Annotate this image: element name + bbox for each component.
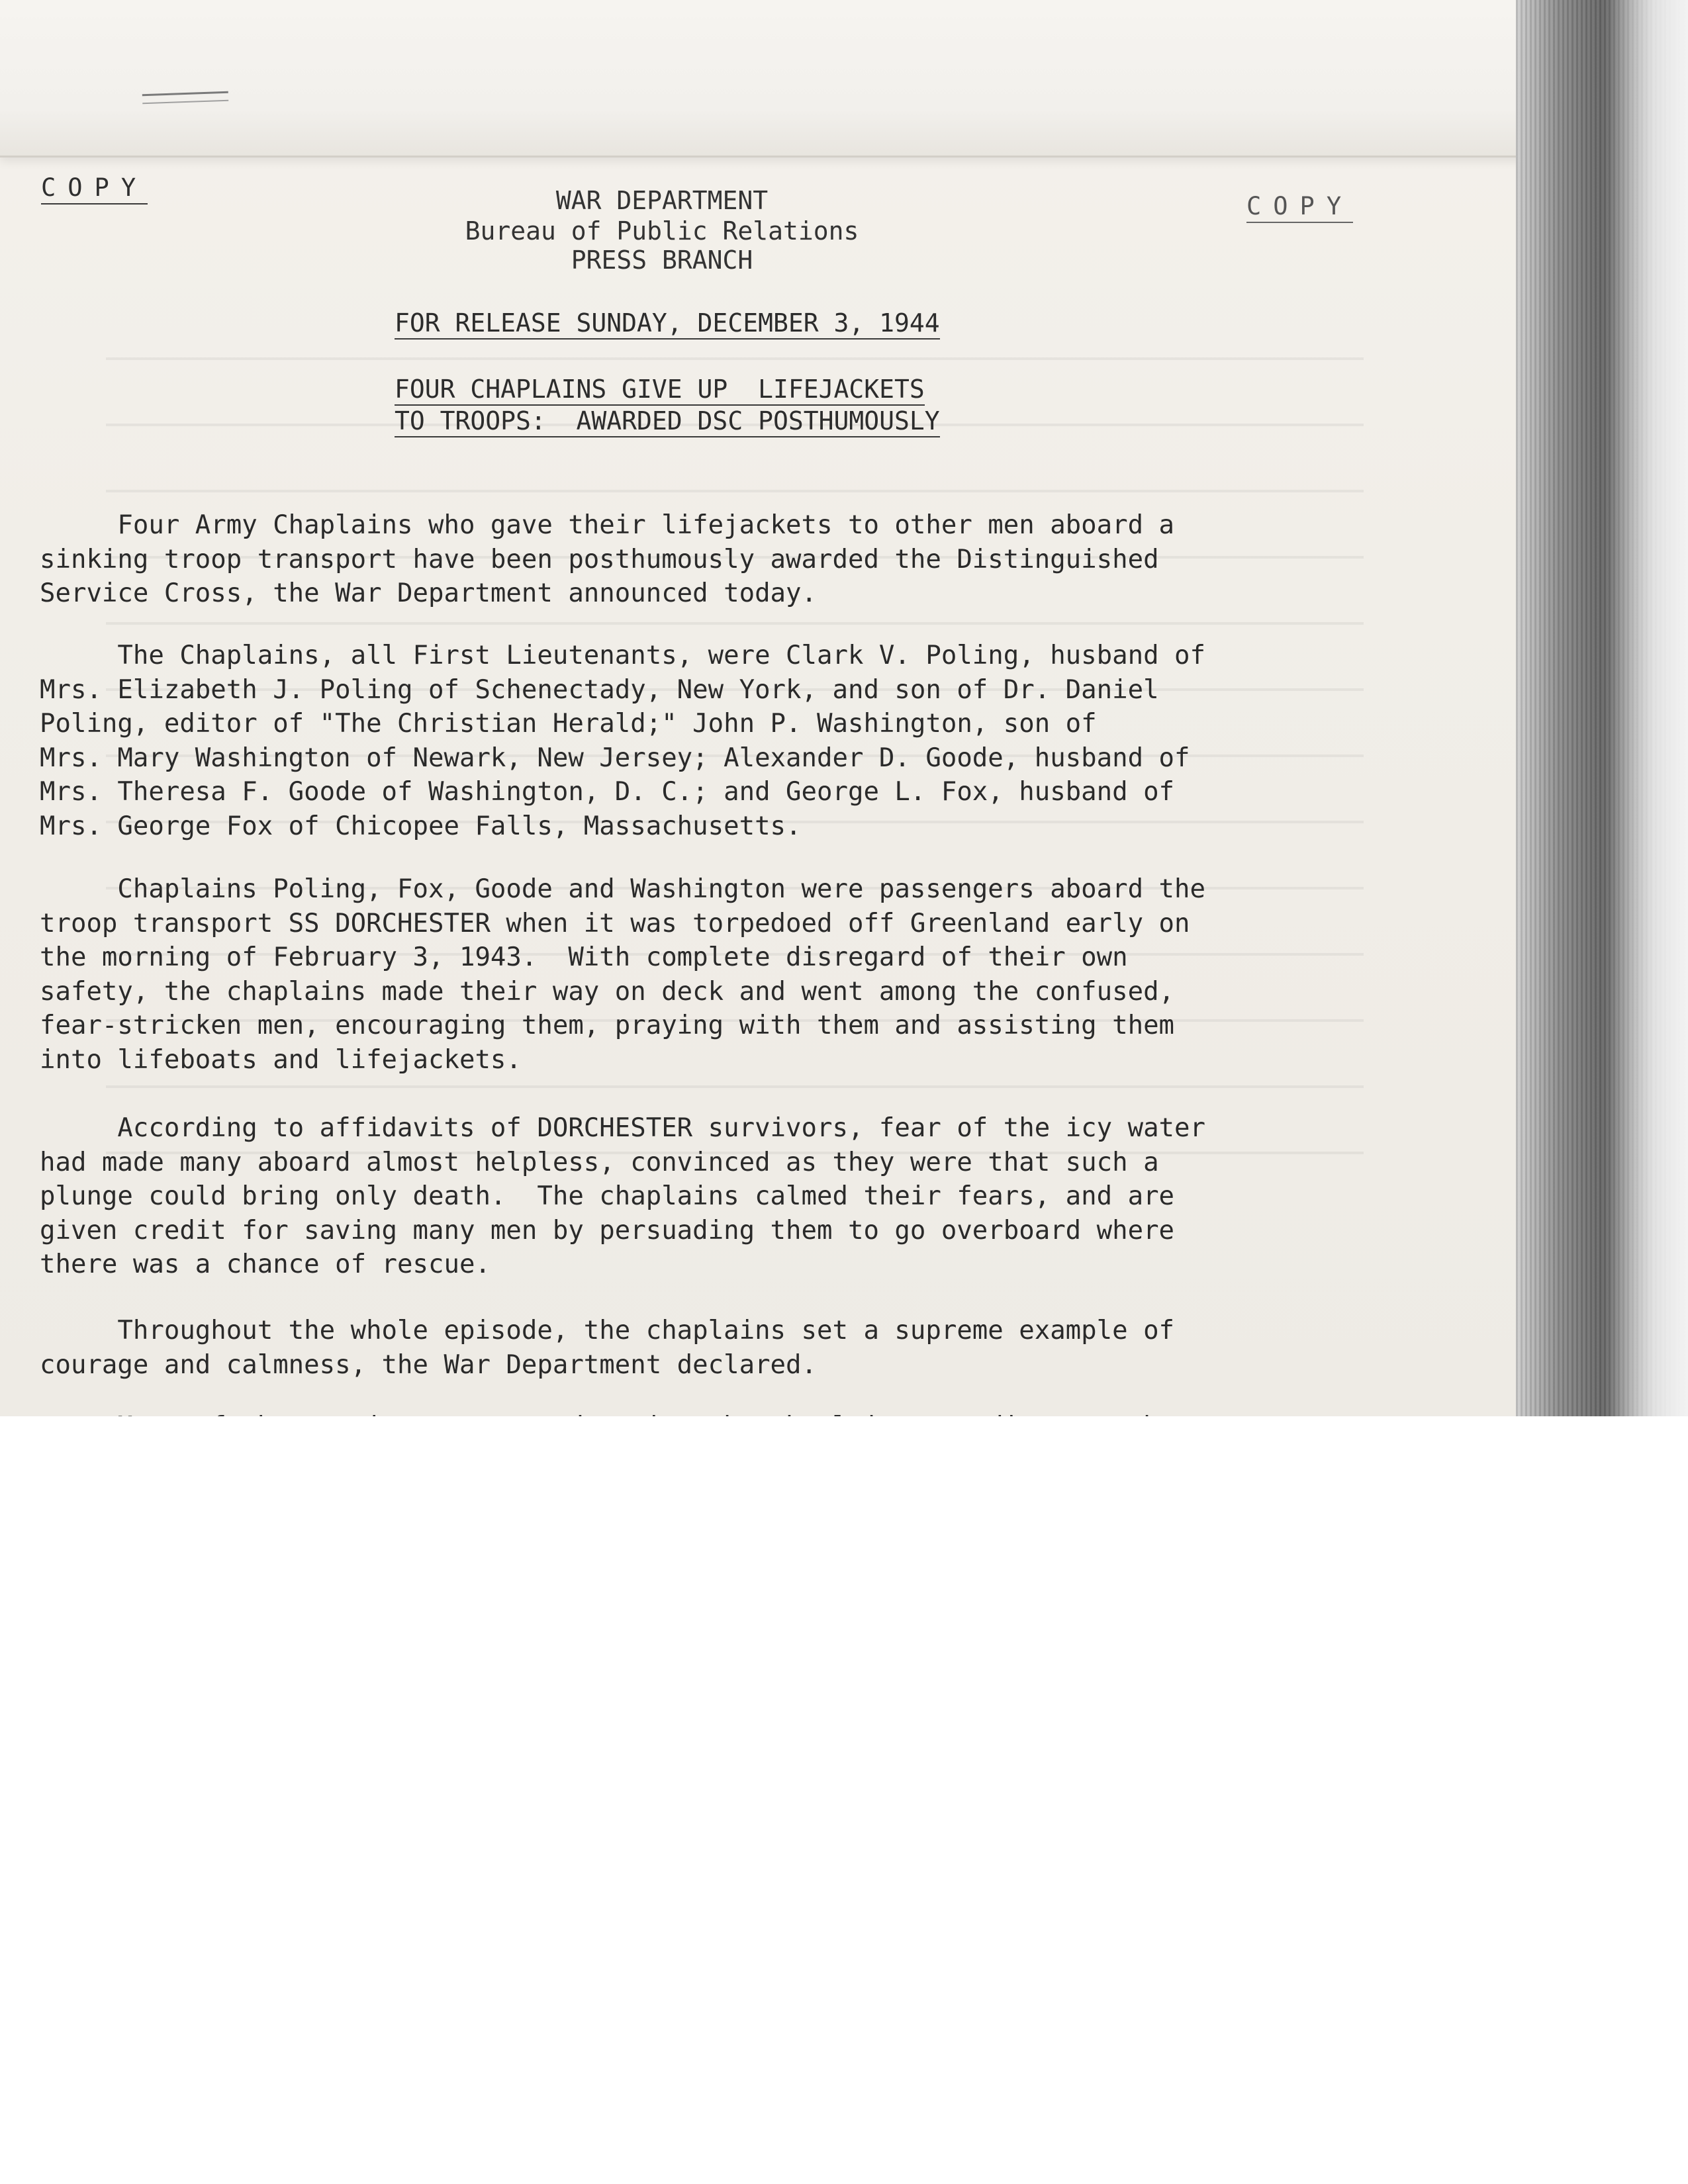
paragraph-4: According to affidavits of DORCHESTER survivors, fear of the icy water had made many aboard almost helpless, convinced as they were that such a plunge could bring only death. The chaplains calmed their fears, and are given credit for saving many men by persuading them to go overboard where there was a chance of rescue. <box>40 1113 1205 1279</box>
paragraph-3: Chaplains Poling, Fox, Goode and Washington were passengers aboard the troop transport SS DORCHESTER when it was torpedoed off Greenland early on the morning of February 3, 1943. With complete disregard of their own safety, the chaplains made their way on deck and went among the confused, fear-stricken men, encouraging them, praying with them and assisting them into lifeboats and lifejackets. <box>40 874 1205 1075</box>
bureau-heading: Bureau of Public Relations <box>465 216 859 246</box>
branch-heading: PRESS BRANCH <box>571 246 753 275</box>
paragraph-1: Four Army Chaplains who gave their lifejackets to other men aboard a sinking troop transport have been posthumously awarded the Distinguished Service Cross, the War Department announced today. <box>40 510 1175 608</box>
headline-line-1: FOUR CHAPLAINS GIVE UP LIFEJACKETS <box>395 374 925 406</box>
blank-scan-area <box>0 1416 1688 2184</box>
copy-stamp-left: COPY <box>41 173 148 205</box>
folded-top-edge <box>0 0 1542 158</box>
release-date-line: FOR RELEASE SUNDAY, DECEMBER 3, 1944 <box>395 308 940 340</box>
copy-stamp-right: COPY <box>1246 192 1353 223</box>
headline-line-2: TO TROOPS: AWARDED DSC POSTHUMOUSLY <box>395 406 940 437</box>
department-heading: WAR DEPARTMENT <box>555 186 769 215</box>
staple <box>142 91 228 105</box>
paragraph-5: Throughout the whole episode, the chaplains set a supreme example of courage and calmness, the War Department declared. <box>40 1316 1175 1380</box>
curled-page-edge <box>1602 0 1688 1416</box>
paragraph-2: The Chaplains, all First Lieutenants, were Clark V. Poling, husband of Mrs. Elizabeth J. Poling of Schenectady, New York, and son of Dr. Daniel Poling, editor of "The Christian Herald;" John P. Washington, son of Mrs. Mary Washington of Newark, New Jersey; Alexander D. Goode, husband of Mrs. Theresa F. Goode of Washington, D. C.; and George L. Fox, husband of Mrs. George Fox of Chicopee Falls, Massachusetts. <box>40 641 1205 841</box>
